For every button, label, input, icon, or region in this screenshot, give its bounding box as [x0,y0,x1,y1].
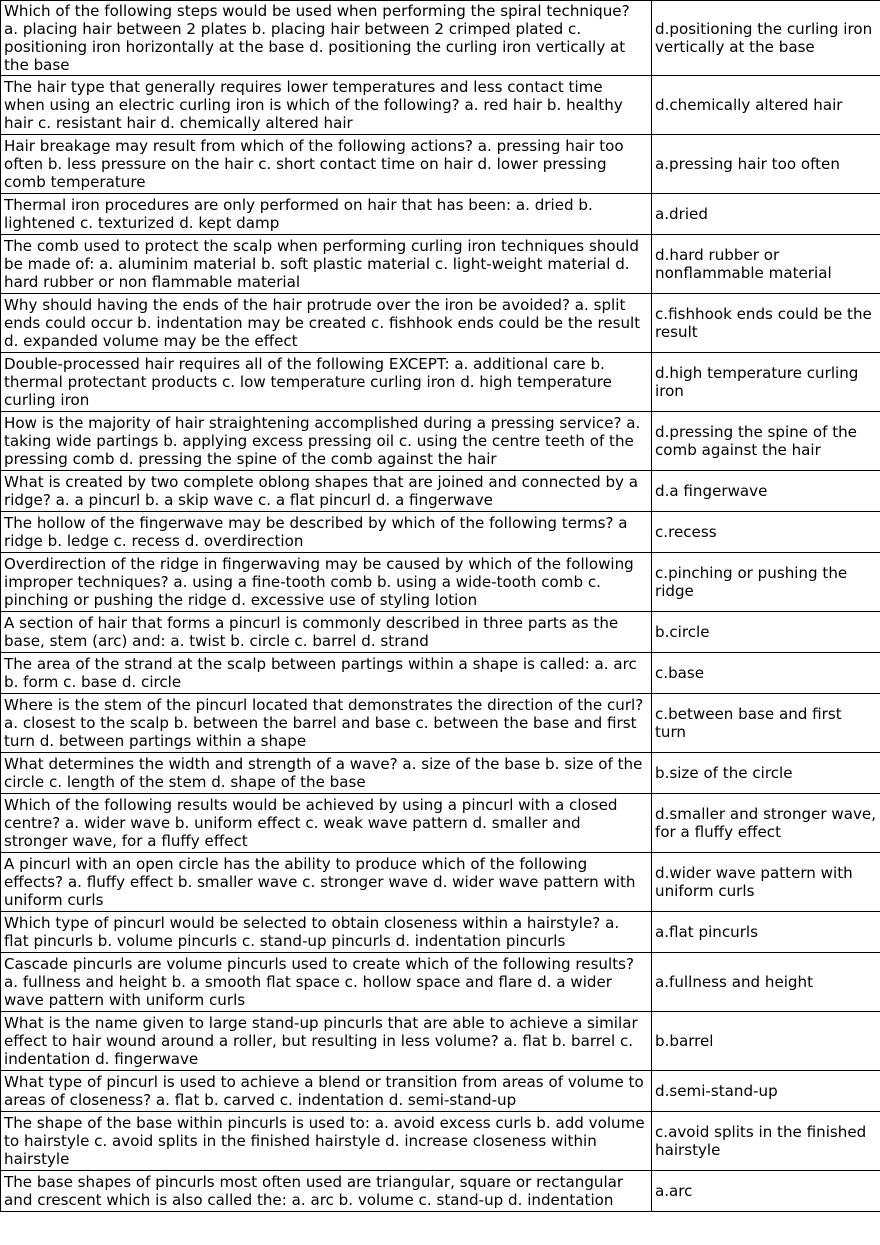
table-row [1,953,880,1012]
question-cell: What determines the width and strength of a wave? a. size of the base b. size of the circle c. length of the stem d. shape of the base [1,753,652,794]
table-row [1,512,880,553]
question-cell: The shape of the base within pincurls is used to: a. avoid excess curls b. add volume to hairstyle c. avoid splits in the finished hairstyle d. increase closeness within hairstyle [1,1112,652,1171]
answer-cell: d.a fingerwave [652,471,880,512]
table-row [1,412,880,471]
table-row [1,76,880,135]
answer-cell: a.flat pincurls [652,912,880,953]
answer-cell: d.high temperature curling iron [652,353,880,412]
question-cell: Why should having the ends of the hair protrude over the iron be avoided? a. split ends could occur b. indentation may be created c. fishhook ends could be the result d. expanded volume may be the effect [1,294,652,353]
question-cell: The comb used to protect the scalp when performing curling iron techniques should be made of: a. aluminim material b. soft plastic material c. light-weight material d. hard rubber or non flammable material [1,235,652,294]
question-cell: A section of hair that forms a pincurl is commonly described in three parts as the base, stem (arc) and: a. twist b. circle c. barrel d. strand [1,612,652,653]
table-row [1,294,880,353]
question-cell: Cascade pincurls are volume pincurls used to create which of the following results? a. fullness and height b. a smooth flat space c. hollow space and flare d. a wider wave pattern with uniform curls [1,953,652,1012]
answer-cell: d.chemically altered hair [652,76,880,135]
table-row [1,553,880,612]
answer-cell: a.pressing hair too often [652,135,880,194]
table-row [1,1071,880,1112]
question-cell: The hair type that generally requires lower temperatures and less contact time when using an electric curling iron is which of the following? a. red hair b. healthy hair c. resistant hair d. chemically altered hair [1,76,652,135]
answer-cell: d.pressing the spine of the comb against the hair [652,412,880,471]
question-cell: Thermal iron procedures are only performed on hair that has been: a. dried b. lightened c. texturized d. kept damp [1,194,652,235]
answer-cell: b.barrel [652,1012,880,1071]
answer-cell: c.avoid splits in the finished hairstyle [652,1112,880,1171]
table-row [1,653,880,694]
question-cell: A pincurl with an open circle has the ability to produce which of the following effects? a. fluffy effect b. smaller wave c. stronger wave d. wider wave pattern with uniform curls [1,853,652,912]
question-cell: Where is the stem of the pincurl located that demonstrates the direction of the curl? a. closest to the scalp b. between the barrel and base c. between the base and first turn d. between partings within a shape [1,694,652,753]
answer-cell: d.semi-stand-up [652,1071,880,1112]
answer-cell: d.smaller and stronger wave, for a fluffy effect [652,794,880,853]
answer-cell: c.pinching or pushing the ridge [652,553,880,612]
question-cell: The hollow of the fingerwave may be described by which of the following terms? a ridge b. ledge c. recess d. overdirection [1,512,652,553]
question-cell: Overdirection of the ridge in fingerwaving may be caused by which of the following improper techniques? a. using a fine-tooth comb b. using a wide-tooth comb c. pinching or pushing the ridge d. excessive use of styling lotion [1,553,652,612]
question-cell: The base shapes of pincurls most often used are triangular, square or rectangular and crescent which is also called the: a. arc b. volume c. stand-up d. indentation [1,1171,652,1212]
table-row [1,471,880,512]
table-row [1,612,880,653]
table-row [1,135,880,194]
question-cell: What type of pincurl is used to achieve a blend or transition from areas of volume to areas of closeness? a. flat b. carved c. indentation d. semi-stand-up [1,1071,652,1112]
answer-cell: d.hard rubber or nonflammable material [652,235,880,294]
answer-cell: a.arc [652,1171,880,1212]
answer-cell: b.circle [652,612,880,653]
table-row [1,912,880,953]
question-cell: Double-processed hair requires all of the following EXCEPT: a. additional care b. thermal protectant products c. low temperature curling iron d. high temperature curling iron [1,353,652,412]
table-row [1,1112,880,1171]
answer-cell: c.base [652,653,880,694]
answer-cell: a.dried [652,194,880,235]
question-cell: How is the majority of hair straightening accomplished during a pressing service? a. taking wide partings b. applying excess pressing oil c. using the centre teeth of the pressing comb d. pressing the spine of the comb against the hair [1,412,652,471]
table-row [1,194,880,235]
table-row [1,1,880,76]
table-row [1,235,880,294]
answer-cell: d.wider wave pattern with uniform curls [652,853,880,912]
table-row [1,753,880,794]
question-cell: What is created by two complete oblong shapes that are joined and connected by a ridge? a. a pincurl b. a skip wave c. a flat pincurl d. a fingerwave [1,471,652,512]
question-cell: Which type of pincurl would be selected to obtain closeness within a hairstyle? a. flat pincurls b. volume pincurls c. stand-up pincurls d. indentation pincurls [1,912,652,953]
answer-cell: c.recess [652,512,880,553]
question-cell: Which of the following results would be achieved by using a pincurl with a closed centre? a. wider wave b. uniform effect c. weak wave pattern d. smaller and stronger wave, for a fluffy effect [1,794,652,853]
question-cell: The area of the strand at the scalp between partings within a shape is called: a. arc b. form c. base d. circle [1,653,652,694]
question-cell: What is the name given to large stand-up pincurls that are able to achieve a similar effect to hair wound around a roller, but resulting in less volume? a. flat b. barrel c. indentation d. fingerwave [1,1012,652,1071]
qa-table-body [1,1,880,1212]
answer-cell: b.size of the circle [652,753,880,794]
table-row [1,794,880,853]
table-row [1,694,880,753]
answer-cell: c.between base and first turn [652,694,880,753]
question-cell: Hair breakage may result from which of the following actions? a. pressing hair too often b. less pressure on the hair c. short contact time on hair d. lower pressing comb temperature [1,135,652,194]
table-row [1,1171,880,1212]
answer-cell: d.positioning the curling iron vertically at the base [652,1,880,76]
question-cell: Which of the following steps would be used when performing the spiral technique? a. placing hair between 2 plates b. placing hair between 2 crimped plated c. positioning iron horizontally at the base d. positioning the curling iron vertically at the base [1,1,652,76]
answer-cell: c.fishhook ends could be the result [652,294,880,353]
answer-cell: a.fullness and height [652,953,880,1012]
table-row [1,853,880,912]
table-row [1,353,880,412]
table-row [1,1012,880,1071]
